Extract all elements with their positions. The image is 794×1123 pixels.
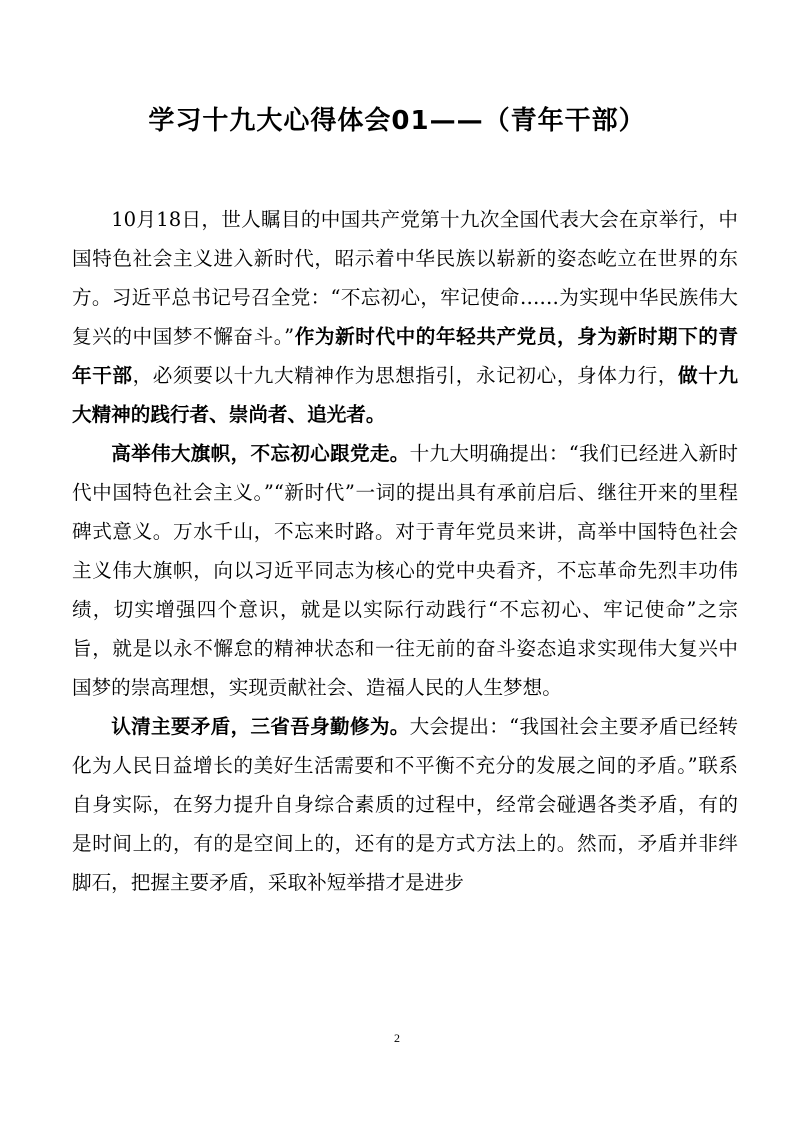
paragraph-intro bbox=[72, 200, 738, 434]
intro-text-continued: ，必须要以十九大精神作为思想指引，永记初心，身体力行， bbox=[132, 364, 679, 387]
paragraph-banner-lead: 高举伟大旗帜，不忘初心跟党走。 bbox=[111, 442, 410, 465]
intro-emphasis: 作为新时代中的年轻共产党员，身为新时期下的青年干部 bbox=[72, 325, 739, 387]
paragraph-contradiction bbox=[72, 707, 738, 902]
paragraph-contradiction-text: 大会提出：“我国社会主要矛盾已经转化为人民日益增长的美好生活需要和不平衡不充分的发展之间的矛盾。”联系自身实际，在努力提升自身综合素质的过程中，经常会碰遇各类矛盾，有的是时间上的，有的是空间上的，还有的是方式方法上的。然而，矛盾并非绊脚石，把握主要矛盾，采取补短举措才是进步 bbox=[72, 715, 738, 894]
page-number: 2 bbox=[394, 1031, 400, 1045]
paragraph-banner-text: 十九大明确提出：“我们已经进入新时代中国特色社会主义。”“新时代”一词的提出具有承前启后、继往开来的里程碑式意义。万水千山，不忘来时路。对于青年党员来讲，高举中国特色社会主义伟大旗帜，向以习近平同志为核心的党中央看齐，不忘革命先烈丰功伟绩，切实增强四个意识，就是以实际行动践行“不忘初心、牢记使命”之宗旨，就是以永不懈怠的精神状态和一往无前的奋斗姿态追求实现伟大复兴中国梦的崇高理想，实现贡献社会、造福人民的人生梦想。 bbox=[72, 442, 738, 699]
document-title: 学习十九大心得体会01——（青年干部） bbox=[148, 106, 646, 136]
intro-emphasis-closing: 做十九大精神的践行者、崇尚者、追光者。 bbox=[72, 364, 739, 426]
paragraph-banner bbox=[72, 434, 738, 707]
paragraph-contradiction-lead: 认清主要矛盾，三省吾身勤修为。 bbox=[111, 715, 410, 738]
intro-text: 10月18日，世人瞩目的中国共产党第十九次全国代表大会在京举行，中国特色社会主义进入新时代，昭示着中华民族以崭新的姿态屹立在世界的东方。习近平总书记号召全党：“不忘初心，牢记使命……为实现中华民族伟大复兴的中国梦不懈奋斗。” bbox=[72, 208, 738, 348]
document-body bbox=[72, 200, 738, 902]
